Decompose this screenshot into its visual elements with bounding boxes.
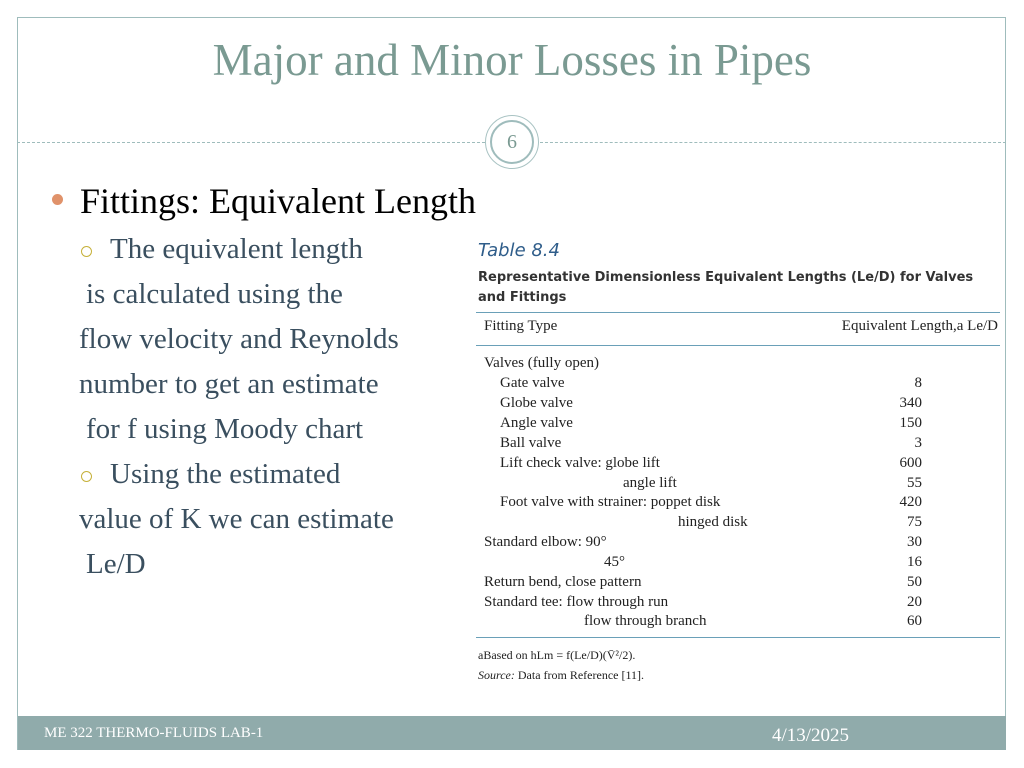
body-line-6: Using the estimated	[110, 458, 341, 490]
table-source	[478, 668, 644, 683]
table-row-label: Angle valve	[500, 415, 573, 431]
table-row-label: 45°	[604, 554, 625, 570]
title-divider-left	[17, 142, 485, 143]
title-divider-right	[540, 142, 1006, 143]
table-footnote: aBased on hLm = f(Le/D)(V̄²/2).	[478, 648, 636, 662]
slide-number-badge	[485, 115, 539, 169]
table-rule-header	[476, 345, 1000, 346]
column-header-fitting: Fitting Type	[484, 318, 558, 334]
table-row-value: 600	[899, 455, 922, 471]
table-row-value: 16	[907, 554, 922, 570]
sub-bullet-icon	[81, 471, 92, 482]
table-row-label: hinged disk	[678, 514, 748, 530]
table-row-label: Ball valve	[500, 435, 562, 451]
bullet-icon	[52, 194, 63, 205]
table-row-value: 60	[907, 613, 922, 629]
slide-title: Major and Minor Losses in Pipes	[212, 35, 812, 85]
body-line-1: The equivalent length	[110, 233, 363, 265]
content-heading: Fittings: Equivalent Length	[80, 181, 476, 221]
table-row-value: 8	[914, 375, 922, 391]
footer-course: ME 322 THERMO-FLUIDS LAB-1	[44, 725, 264, 741]
body-line-7: value of K we can estimate	[79, 503, 394, 535]
table-row-value: 30	[907, 534, 922, 550]
table-row-label: Standard tee: flow through run	[484, 594, 669, 610]
slide-footer	[18, 716, 1006, 750]
table-caption: Table 8.4	[478, 240, 560, 261]
body-line-2: is calculated using the	[86, 278, 343, 310]
table-row-value: 420	[899, 494, 922, 510]
table-row-label: Gate valve	[500, 375, 565, 391]
table-row-label: Foot valve with strainer: poppet disk	[500, 494, 721, 510]
body-line-4: number to get an estimate	[79, 368, 379, 400]
sub-bullet-icon	[81, 246, 92, 257]
table-row-value: 20	[907, 594, 922, 610]
table-row-label: Lift check valve: globe lift	[500, 455, 660, 471]
body-line-5: for f using Moody chart	[86, 413, 364, 445]
table-rule-bottom	[476, 637, 1000, 638]
column-header-length: Equivalent Length,a Le/D	[841, 318, 998, 334]
table-row-label: Valves (fully open)	[484, 355, 599, 371]
equivalent-length-table	[474, 238, 1004, 688]
table-row-value: 50	[907, 574, 922, 590]
body-line-8: Le/D	[86, 548, 146, 580]
table-source-label: Source:	[478, 668, 515, 682]
table-row-value: 55	[907, 475, 922, 491]
table-source-text: Data from Reference [11].	[517, 668, 645, 682]
table-row-label: Standard elbow: 90°	[484, 534, 607, 550]
slide-number: 6	[490, 120, 534, 164]
table-row-value: 340	[899, 395, 922, 411]
table-row-label: Globe valve	[500, 395, 573, 411]
table-row-label: Return bend, close pattern	[484, 574, 642, 590]
table-row-label: angle lift	[623, 475, 677, 491]
footer-date: 4/13/2025	[772, 725, 850, 746]
table-row-label: flow through branch	[584, 613, 707, 629]
table-row-value: 75	[907, 514, 922, 530]
table-row-value: 3	[914, 435, 922, 451]
table-description: Representative Dimensionless Equivalent Lengths (Le/D) for Valves and Fittings	[478, 270, 974, 305]
table-rule-top	[476, 312, 1000, 313]
table-row-value: 150	[899, 415, 922, 431]
body-line-3: flow velocity and Reynolds	[79, 323, 399, 355]
